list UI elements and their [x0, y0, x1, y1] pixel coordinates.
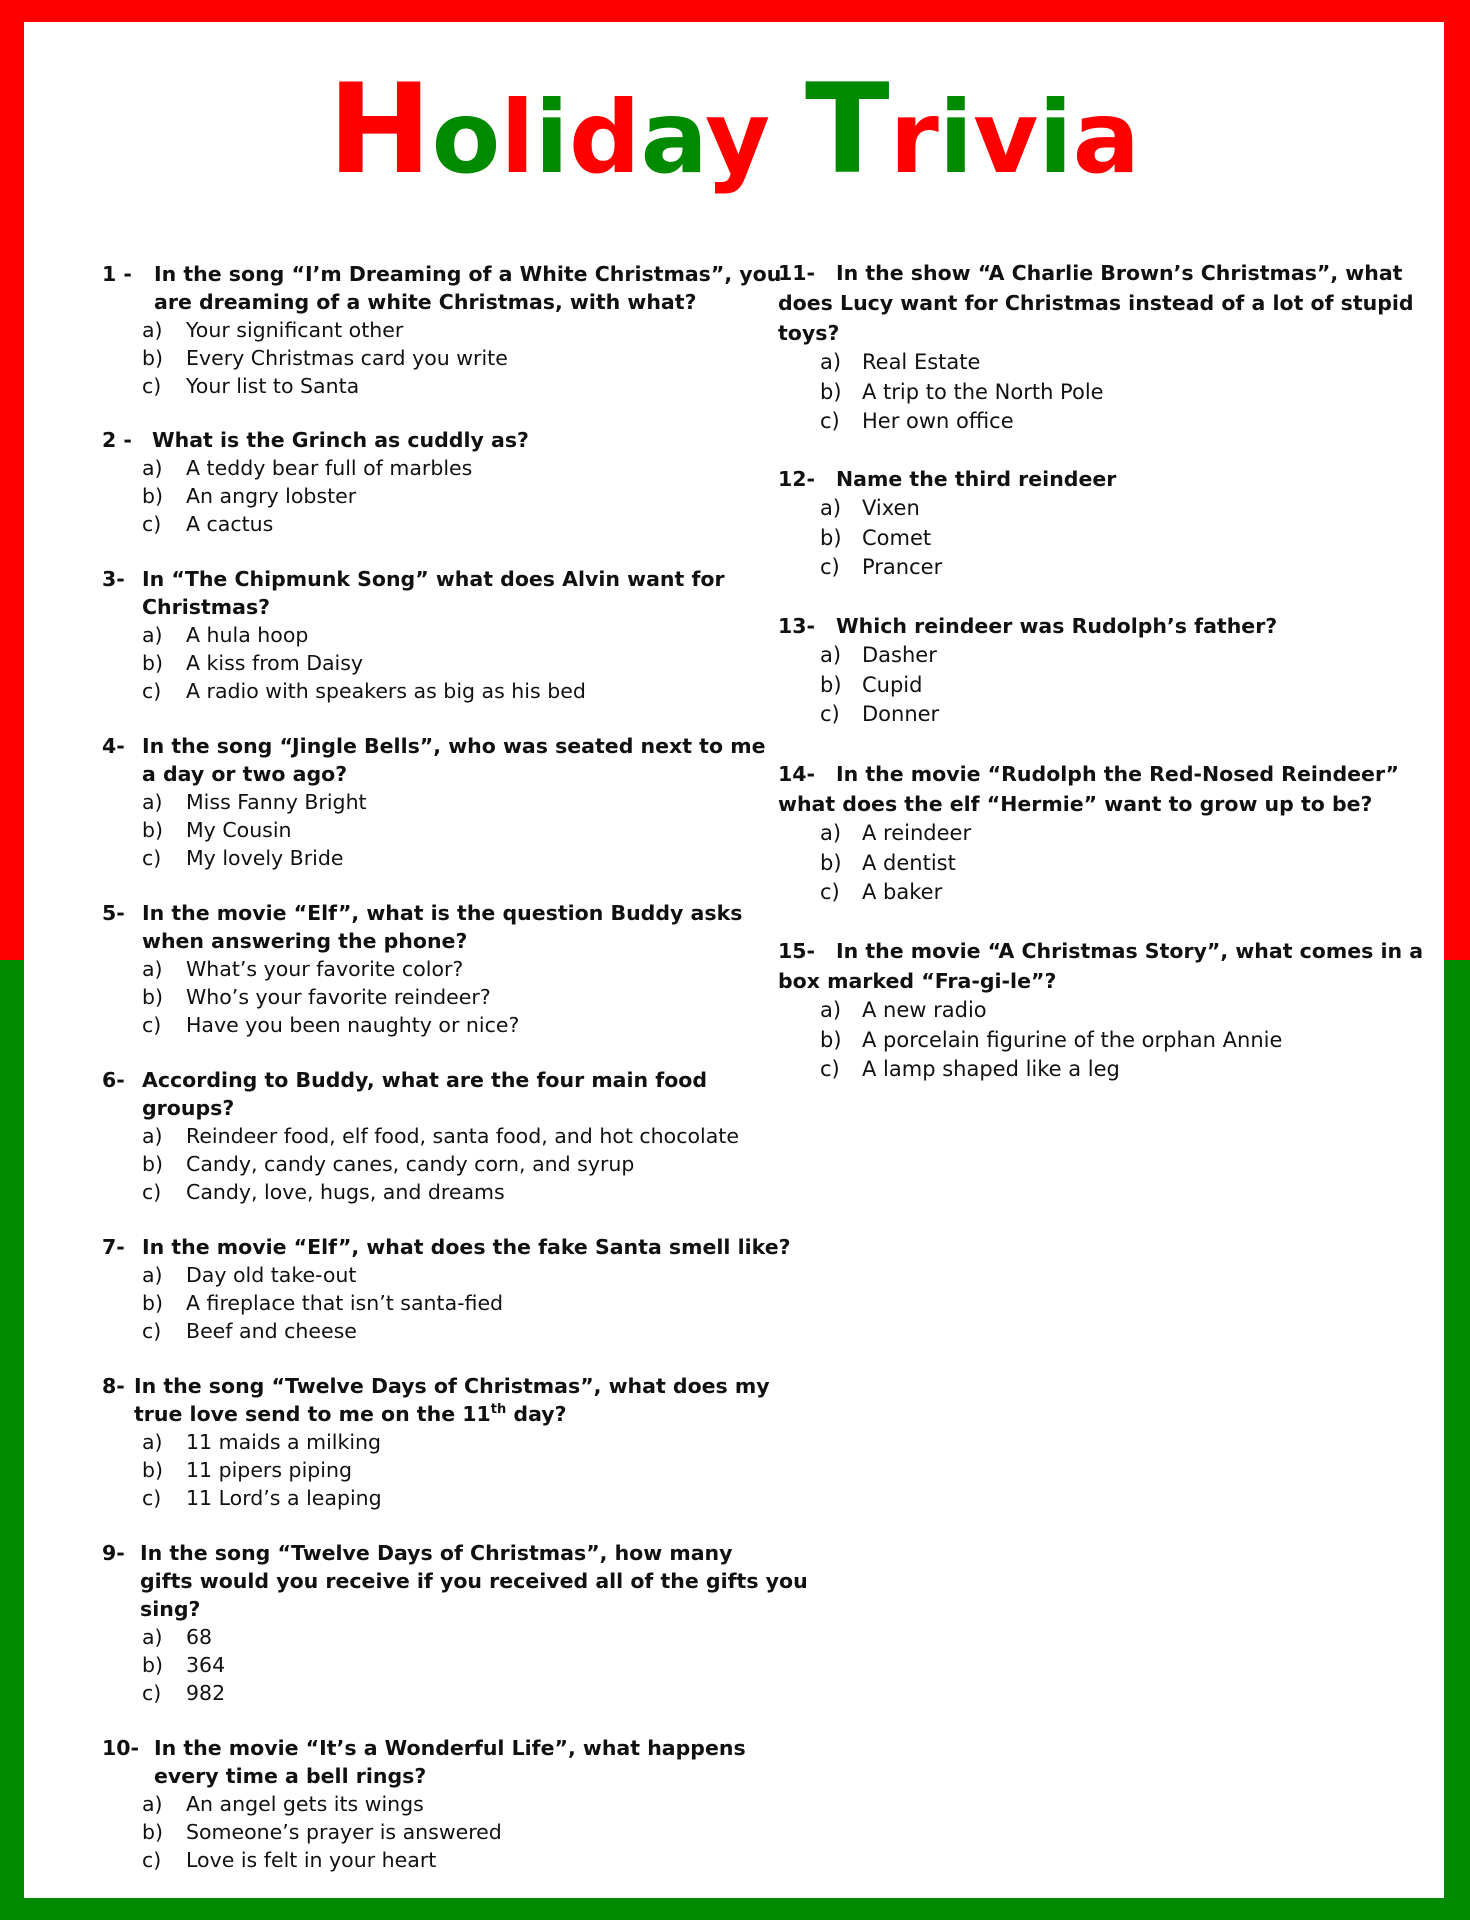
answer-option — [142, 1456, 742, 1484]
answer-option — [142, 1679, 742, 1707]
question-15 — [778, 936, 1424, 1085]
option-letter: b) — [142, 346, 164, 370]
question-text — [778, 759, 1418, 819]
title-letter: d — [568, 79, 641, 196]
option-text: My Cousin — [186, 818, 292, 842]
option-text: 68 — [186, 1625, 213, 1649]
answer-option — [142, 1011, 742, 1039]
answer-option — [142, 788, 742, 816]
option-letter: b) — [820, 1027, 842, 1052]
option-letter: a) — [820, 643, 842, 667]
question-8 — [102, 1372, 770, 1512]
option-letter: a) — [142, 1124, 163, 1148]
option-letter: c) — [142, 1180, 162, 1204]
question-text — [102, 565, 742, 621]
title-letter: v — [973, 79, 1039, 196]
option-text: A baker — [862, 880, 943, 904]
answer-option — [142, 1178, 742, 1206]
option-text: Her own office — [862, 409, 1014, 433]
answer-option — [820, 819, 1418, 849]
question-line: groups? — [142, 1096, 235, 1120]
option-text: Miss Fanny Bright — [186, 790, 367, 814]
option-letter: a) — [142, 456, 163, 480]
option-letter: b) — [142, 1458, 164, 1482]
question-number: 10- — [102, 1736, 140, 1760]
question-3 — [102, 565, 742, 705]
answer-option — [820, 524, 1418, 554]
question-line: Which reindeer was Rudolph’s father? — [836, 614, 1278, 638]
answer-option — [142, 1261, 742, 1289]
title-letter: i — [1038, 79, 1073, 196]
answer-option — [820, 849, 1418, 879]
question-number: 7- — [102, 1235, 125, 1259]
question-text — [778, 464, 1418, 494]
question-text — [102, 1539, 808, 1623]
answer-option — [820, 878, 1418, 908]
option-letter: a) — [142, 1625, 163, 1649]
question-7 — [102, 1233, 791, 1345]
question-line: In the movie “It’s a Wonderful Life”, what happens — [154, 1736, 746, 1760]
question-number: 2 - — [102, 428, 132, 452]
option-letter: a) — [820, 821, 842, 845]
answer-option — [142, 955, 742, 983]
option-text: A teddy bear full of marbles — [186, 456, 473, 480]
option-letter: c) — [142, 1486, 162, 1510]
question-text — [102, 1233, 791, 1261]
option-text: Your list to Santa — [186, 374, 360, 398]
option-letter: b) — [142, 985, 164, 1009]
answer-option — [142, 649, 742, 677]
option-text: Reindeer food, elf food, santa food, and hot chocolate — [186, 1124, 739, 1148]
option-text: Every Christmas card you write — [186, 346, 508, 370]
answer-option — [142, 1846, 742, 1874]
question-line: true love send to me on the 11 — [134, 1402, 491, 1426]
question-text — [102, 899, 742, 955]
option-letter: c) — [142, 1848, 162, 1872]
answer-option — [142, 1484, 742, 1512]
option-letter: b) — [142, 1152, 164, 1176]
question-1 — [102, 260, 782, 400]
answer-option — [142, 1289, 742, 1317]
title-letter — [770, 79, 805, 196]
question-14 — [778, 759, 1418, 908]
title-letter: l — [500, 79, 535, 196]
answer-option — [142, 621, 742, 649]
option-text: An angel gets its wings — [186, 1792, 424, 1816]
option-text: A hula hoop — [186, 623, 309, 647]
question-11 — [778, 258, 1418, 437]
option-letter: b) — [142, 484, 164, 508]
option-text: A dentist — [862, 850, 956, 875]
question-line: According to Buddy, what are the four main food — [142, 1068, 708, 1092]
trivia-sheet — [24, 22, 1444, 1898]
answer-option — [142, 1818, 742, 1846]
option-text: Comet — [862, 525, 932, 550]
question-text — [778, 258, 1418, 348]
answer-option — [142, 1790, 742, 1818]
question-6 — [102, 1066, 742, 1206]
option-letter: a) — [142, 318, 163, 342]
question-4 — [102, 732, 766, 872]
title-letter: a — [640, 79, 705, 196]
option-text: A cactus — [186, 512, 274, 536]
option-text: 11 pipers piping — [186, 1458, 352, 1482]
option-text: Have you been naughty or nice? — [186, 1013, 520, 1037]
answer-option — [142, 677, 742, 705]
option-letter: a) — [142, 623, 163, 647]
page-title — [24, 58, 1444, 202]
question-text — [102, 260, 782, 316]
option-letter: b) — [142, 818, 164, 842]
question-number: 9- — [102, 1541, 125, 1565]
answer-option — [142, 844, 742, 872]
title-letter: i — [938, 79, 974, 196]
answer-option — [142, 482, 742, 510]
title-letter: o — [431, 79, 501, 196]
question-line: are dreaming of a white Christmas, with what? — [154, 290, 697, 314]
option-text: My lovely Bride — [186, 846, 344, 870]
option-letter: b) — [142, 1653, 164, 1677]
question-text — [102, 1066, 742, 1122]
question-line: In the movie “A Christmas Story”, what comes in a — [836, 939, 1424, 963]
answer-option — [820, 1026, 1418, 1056]
question-number: 12- — [778, 467, 816, 491]
option-text: A porcelain figurine of the orphan Annie — [862, 1027, 1283, 1052]
question-line: In the movie “Elf”, what does the fake Santa smell like? — [142, 1235, 791, 1259]
question-10 — [102, 1734, 746, 1874]
question-text — [778, 936, 1424, 996]
option-letter: c) — [142, 1013, 162, 1037]
question-text — [102, 1372, 770, 1428]
question-line: Christmas? — [142, 595, 271, 619]
option-letter: c) — [142, 846, 162, 870]
option-text: Your significant other — [186, 318, 404, 342]
answer-option — [142, 344, 742, 372]
question-line: In the song “Twelve Days of Christmas”, what does my — [134, 1374, 770, 1398]
question-line: In the movie “Rudolph the Red-Nosed Reindeer” — [836, 762, 1399, 786]
option-letter: c) — [820, 1057, 840, 1081]
option-letter: b) — [820, 850, 842, 875]
question-2 — [102, 426, 742, 538]
question-line: does Lucy want for Christmas instead of a lot of stupid — [778, 291, 1414, 315]
option-text: Prancer — [862, 555, 943, 579]
question-5 — [102, 899, 742, 1039]
answer-option — [142, 1623, 742, 1651]
option-letter: c) — [820, 555, 840, 579]
title-letter: y — [704, 79, 771, 196]
question-line: day? — [506, 1402, 567, 1426]
question-number: 4- — [102, 734, 125, 758]
answer-option — [820, 996, 1418, 1026]
option-letter: b) — [142, 651, 164, 675]
question-number: 11- — [778, 261, 816, 285]
question-line: Name the third reindeer — [836, 467, 1117, 491]
question-line: In the show “A Charlie Brown’s Christmas”, what — [836, 261, 1403, 285]
answer-option — [142, 1651, 742, 1679]
question-line: What is the Grinch as cuddly as? — [152, 428, 529, 452]
option-text: A new radio — [862, 998, 987, 1022]
option-text: A trip to the North Pole — [862, 379, 1104, 404]
option-letter: a) — [142, 1263, 163, 1287]
question-line: In the movie “Elf”, what is the question Buddy asks — [142, 901, 743, 925]
question-line: gifts would you receive if you received all of the gifts you — [140, 1569, 808, 1593]
question-9 — [102, 1539, 808, 1707]
answer-option — [820, 1055, 1418, 1085]
option-letter: b) — [820, 525, 842, 550]
question-number: 15- — [778, 939, 816, 963]
question-line: In “The Chipmunk Song” what does Alvin want for — [142, 567, 725, 591]
question-number: 3- — [102, 567, 125, 591]
answer-option — [142, 983, 742, 1011]
option-text: Donner — [862, 702, 940, 726]
question-number: 6- — [102, 1068, 125, 1092]
option-text: Candy, candy canes, candy corn, and syrup — [186, 1152, 635, 1176]
question-text — [778, 611, 1418, 641]
option-text: 11 Lord’s a leaping — [186, 1486, 382, 1510]
option-letter: a) — [142, 1430, 163, 1454]
title-letter: i — [534, 79, 569, 196]
option-letter: c) — [142, 1319, 162, 1343]
option-text: A fireplace that isn’t santa-fied — [186, 1291, 504, 1315]
question-line: when answering the phone? — [142, 929, 468, 953]
question-line: box marked “Fra-gi-le”? — [778, 969, 1057, 993]
question-12 — [778, 464, 1418, 583]
option-text: A reindeer — [862, 821, 972, 845]
option-text: Beef and cheese — [186, 1319, 357, 1343]
option-letter: c) — [142, 512, 162, 536]
option-letter: a) — [142, 1792, 163, 1816]
ordinal-suffix: th — [490, 1402, 507, 1418]
option-letter: b) — [820, 672, 842, 697]
answer-option — [142, 1428, 742, 1456]
option-text: Vixen — [862, 496, 920, 520]
question-line: toys? — [778, 321, 840, 345]
question-number: 14- — [778, 762, 816, 786]
option-text: An angry lobster — [186, 484, 357, 508]
answer-option — [142, 1122, 742, 1150]
option-text: Candy, love, hugs, and dreams — [186, 1180, 505, 1204]
option-letter: a) — [820, 998, 842, 1022]
answer-option — [142, 454, 742, 482]
question-line: In the song “Twelve Days of Christmas”, how many — [140, 1541, 733, 1565]
question-number: 13- — [778, 614, 816, 638]
question-text — [102, 1734, 746, 1790]
option-letter: b) — [820, 379, 842, 404]
answer-option — [142, 372, 742, 400]
option-letter: c) — [142, 679, 162, 703]
answer-option — [142, 510, 742, 538]
option-text: 364 — [186, 1653, 226, 1677]
answer-option — [142, 316, 742, 344]
option-letter: c) — [142, 1681, 162, 1705]
question-number: 1 - — [102, 262, 132, 286]
answer-option — [142, 1317, 742, 1345]
option-text: A radio with speakers as big as his bed — [186, 679, 586, 703]
option-letter: a) — [142, 957, 163, 981]
option-text: Someone’s prayer is answered — [186, 1820, 502, 1844]
question-line: In the song “Jingle Bells”, who was seated next to me — [142, 734, 766, 758]
answer-option — [820, 407, 1418, 437]
answer-option — [820, 700, 1418, 730]
option-text: A kiss from Daisy — [186, 651, 364, 675]
question-text — [102, 732, 766, 788]
option-text: Dasher — [862, 643, 937, 667]
answer-option — [820, 378, 1418, 408]
option-letter: c) — [142, 374, 162, 398]
answer-option — [142, 816, 742, 844]
option-letter: c) — [820, 880, 840, 904]
option-letter: a) — [820, 496, 842, 520]
answer-option — [142, 1150, 742, 1178]
option-text: Real Estate — [862, 350, 981, 374]
title-letter: r — [889, 79, 939, 196]
question-line: a day or two ago? — [142, 762, 348, 786]
title-letter: a — [1072, 79, 1141, 196]
question-line: what does the elf “Hermie” want to grow up to be? — [778, 792, 1373, 816]
question-line: sing? — [140, 1597, 201, 1621]
option-text: Day old take-out — [186, 1263, 357, 1287]
question-number: 5- — [102, 901, 125, 925]
title-letter: H — [327, 58, 432, 202]
answer-option — [820, 494, 1418, 524]
option-text: Who’s your favorite reindeer? — [186, 985, 491, 1009]
option-text: Cupid — [862, 672, 923, 697]
option-letter: c) — [820, 409, 840, 433]
answer-option — [820, 348, 1418, 378]
option-letter: a) — [820, 350, 842, 374]
option-letter: c) — [820, 702, 840, 726]
option-letter: b) — [142, 1291, 164, 1315]
option-text: A lamp shaped like a leg — [862, 1057, 1120, 1081]
answer-option — [820, 553, 1418, 583]
question-line: every time a bell rings? — [154, 1764, 427, 1788]
option-text: 11 maids a milking — [186, 1430, 382, 1454]
option-text: What’s your favorite color? — [186, 957, 464, 981]
answer-option — [820, 671, 1418, 701]
question-text — [102, 426, 742, 454]
question-line: In the song “I’m Dreaming of a White Christmas”, you — [154, 262, 782, 286]
option-text: Love is felt in your heart — [186, 1848, 437, 1872]
option-letter: a) — [142, 790, 163, 814]
option-text: 982 — [186, 1681, 226, 1705]
title-letter: T — [804, 58, 890, 202]
question-number: 8- — [102, 1374, 125, 1398]
question-13 — [778, 611, 1418, 730]
option-letter: b) — [142, 1820, 164, 1844]
answer-option — [820, 641, 1418, 671]
